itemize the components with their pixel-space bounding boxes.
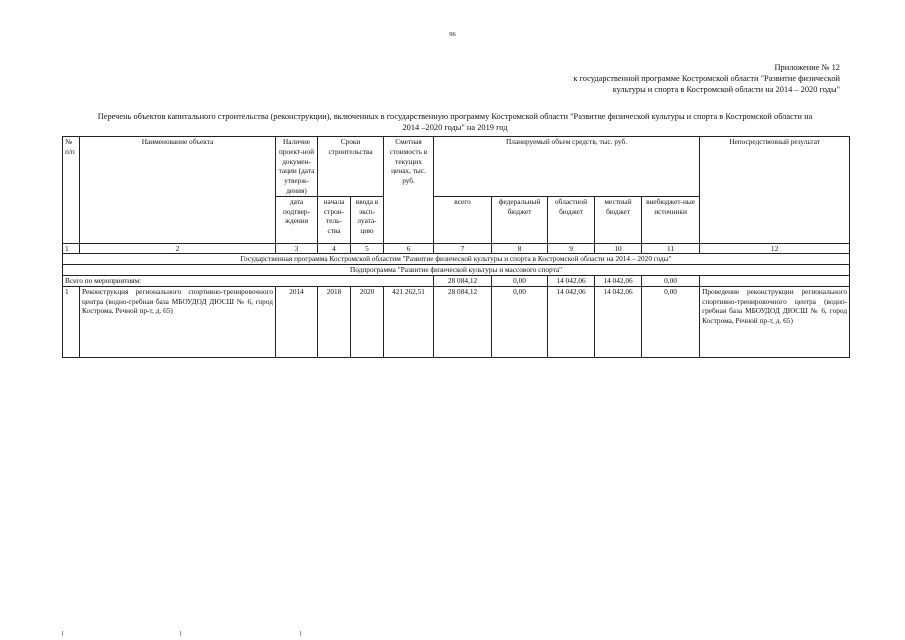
document-title-line-1: Перечень объектов капитального строительства (реконструкции), включенных в государственную программу Костромской области "Развитие физической культуры и спорта в Костромской области на <box>97 112 813 121</box>
row-total: 28 084,12 <box>434 286 492 357</box>
column-number: 8 <box>492 243 548 253</box>
column-number: 11 <box>642 243 700 253</box>
program-title: Государственная программа Костромской областим "Развитие физической культуры и спорта в Костромской области на 2014 – 2020 годы" <box>63 253 850 264</box>
subprogram-row <box>63 264 850 275</box>
total-local: 14 042,06 <box>595 275 642 286</box>
subheader-approval-date: дата подтвер-ждения <box>276 196 318 243</box>
column-number: 10 <box>595 243 642 253</box>
row-commissioning: 2020 <box>351 286 384 357</box>
document-title-line-2: 2014 –2020 годы" на 2019 год <box>402 123 508 132</box>
subheader-commissioning: ввода в эксп-луата-цию <box>351 196 384 243</box>
header-construction-period: Сроки строительства <box>318 137 384 197</box>
row-result: Проведение реконструкции регионального спортивно-тренировочного центра (водно-гребная база МБОУДОД ДЮСШ № 6, город Кострома, Речной пр-т, д. 65) <box>700 286 850 357</box>
subheader-start: начала строн-тель-ства <box>318 196 351 243</box>
header-no: № п/п <box>63 137 80 244</box>
column-number: 4 <box>318 243 351 253</box>
total-federal: 0,00 <box>492 275 548 286</box>
scan-mark <box>300 631 301 636</box>
total-result-empty <box>700 275 850 286</box>
column-number: 12 <box>700 243 850 253</box>
subheader-federal: федеральный бюджет <box>492 196 548 243</box>
row-extrabudgetary: 0,00 <box>642 286 700 357</box>
appendix-line-2: к государственной программе Костромской области "Развитие физической <box>573 74 840 83</box>
column-number: 2 <box>80 243 276 253</box>
row-regional: 14 042,06 <box>548 286 595 357</box>
header-planned-funds: Планируемый объем средств, тыс. руб. <box>434 137 700 197</box>
column-number: 5 <box>351 243 384 253</box>
row-estimated-cost: 421 262,51 <box>384 286 434 357</box>
appendix-line-3: культуры и спорта в Костромской области на 2014 – 2020 годы" <box>612 85 840 94</box>
appendix-line-1: Приложение № 12 <box>774 63 840 72</box>
subheader-local: местный бюджет <box>595 196 642 243</box>
total-row <box>63 275 850 286</box>
column-number-row <box>63 243 850 253</box>
total-regional: 14 042,06 <box>548 275 595 286</box>
table-header-row <box>63 137 850 197</box>
scan-mark <box>62 631 63 636</box>
capital-construction-table <box>62 136 850 358</box>
scan-mark <box>180 631 181 636</box>
subheader-regional: областной бюджет <box>548 196 595 243</box>
page-number: 96 <box>449 31 456 38</box>
document-title <box>60 111 850 133</box>
total-extrabudgetary: 0,00 <box>642 275 700 286</box>
row-no: 1 <box>63 286 80 357</box>
column-number: 3 <box>276 243 318 253</box>
subheader-extrabudgetary: внебюджет-ные источники <box>642 196 700 243</box>
column-number: 7 <box>434 243 492 253</box>
subheader-total: всего <box>434 196 492 243</box>
row-federal: 0,00 <box>492 286 548 357</box>
row-local: 14 042,06 <box>595 286 642 357</box>
total-sum: 28 084,12 <box>434 275 492 286</box>
subprogram-title: Подпрограмма "Развитие физической культуры и массового спорта" <box>63 264 850 275</box>
total-label: Всего по мероприятиям: <box>63 275 434 286</box>
column-number: 1 <box>63 243 80 253</box>
header-estimated-cost: Сметная стоимость в текущих ценах, тыс. руб. <box>384 137 434 244</box>
scan-edge-marks <box>62 631 322 637</box>
row-approval-date: 2014 <box>276 286 318 357</box>
row-object-name: Реконструкция регионального спортивно-тренировочного центра (водно-гребная база МБОУДОД ДЮСШ № 6, город Кострома, Речной пр-т, д. 65) <box>80 286 276 357</box>
table-row <box>63 286 850 357</box>
row-start: 2018 <box>318 286 351 357</box>
header-name: Наименование объекта <box>80 137 276 244</box>
program-row <box>63 253 850 264</box>
column-number: 9 <box>548 243 595 253</box>
appendix-header <box>540 62 840 95</box>
header-project-doc: Наличие проект-ной докумен-тации (дата утверж-дения) <box>276 137 318 197</box>
column-number: 6 <box>384 243 434 253</box>
header-result: Непосредственный результат <box>700 137 850 244</box>
